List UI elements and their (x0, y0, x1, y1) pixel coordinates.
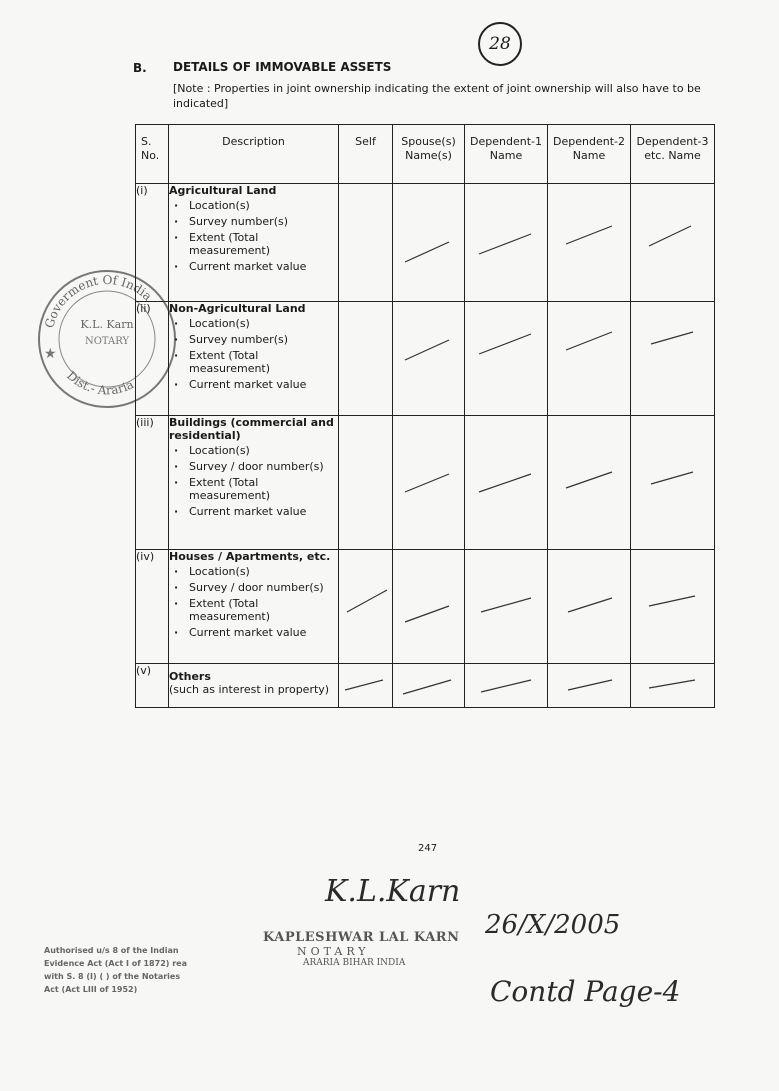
list-item: · Location(s) (169, 317, 338, 330)
table-row (136, 550, 715, 664)
cell-dependent-3 (631, 416, 715, 550)
row-description (169, 550, 339, 664)
header-dependent-2: Dependent-2 Name (548, 125, 631, 184)
cell-dependent-2 (548, 664, 631, 708)
table-row (136, 302, 715, 416)
cell-dependent-2 (548, 184, 631, 302)
cell-dependent-1 (465, 184, 548, 302)
notary-name: KAPLESHWAR LAL KARN (263, 930, 460, 945)
list-item: · Extent (Total measurement) (169, 349, 338, 375)
cell-dependent-2 (548, 302, 631, 416)
list-item: · Current market value (169, 378, 338, 391)
cell-dependent-1 (465, 550, 548, 664)
list-item: · Current market value (169, 626, 338, 639)
table-header-row (136, 125, 715, 184)
cell-dependent-1 (465, 664, 548, 708)
list-item: · Current market value (169, 505, 338, 518)
row-category: Houses / Apartments, etc. (169, 550, 331, 563)
svg-text:★: ★ (44, 346, 57, 362)
row-number: (i) (136, 184, 169, 302)
list-item: · Current market value (169, 260, 338, 273)
cell-dependent-1 (465, 416, 548, 550)
section-letter: B. (133, 61, 147, 75)
row-category: Non-Agricultural Land (169, 302, 306, 315)
continuation-note: Contd Page-4 (490, 975, 681, 1008)
list-item: · Extent (Total measurement) (169, 597, 338, 623)
cell-spouse (393, 416, 465, 550)
table-row (136, 184, 715, 302)
cell-dependent-2 (548, 416, 631, 550)
row-category: Others (169, 670, 211, 683)
cell-self (339, 664, 393, 708)
authorization-text (44, 944, 187, 996)
notary-stamp (263, 930, 459, 968)
header-self: Self (339, 125, 393, 184)
list-item: · Location(s) (169, 565, 338, 578)
row-description (169, 664, 339, 708)
list-item: · Survey / door number(s) (169, 460, 338, 473)
notary-signature: K.L.Karn (325, 874, 461, 909)
auth-line: Authorised u/s 8 of the Indian (44, 946, 179, 955)
header-description: Description (169, 125, 339, 184)
page-marker-circle: 28 (478, 22, 522, 66)
list-item: · Extent (Total measurement) (169, 231, 338, 257)
cell-self (339, 302, 393, 416)
row-description (169, 184, 339, 302)
cell-spouse (393, 302, 465, 416)
row-category: Agricultural Land (169, 184, 277, 197)
table-row (136, 664, 715, 708)
svg-text:Dist.- Araria (64, 368, 136, 397)
row-number: (iii) (136, 416, 169, 550)
header-dependent-3: Dependent-3 etc. Name (631, 125, 715, 184)
list-item: · Survey number(s) (169, 215, 338, 228)
auth-line: Evidence Act (Act I of 1872) rea (44, 959, 187, 968)
auth-line: Act (Act LIII of 1952) (44, 985, 138, 994)
cell-spouse (393, 550, 465, 664)
row-description (169, 416, 339, 550)
row-number: (iv) (136, 550, 169, 664)
header-sno: S. No. (136, 125, 169, 184)
table-row (136, 416, 715, 550)
cell-spouse (393, 664, 465, 708)
list-item: · Survey number(s) (169, 333, 338, 346)
list-item: · Location(s) (169, 199, 338, 212)
cell-dependent-3 (631, 184, 715, 302)
list-item: · Survey / door number(s) (169, 581, 338, 594)
cell-dependent-3 (631, 550, 715, 664)
signature-date: 26/X/2005 (485, 910, 621, 940)
header-dependent-1: Dependent-1 Name (465, 125, 548, 184)
list-item: · Extent (Total measurement) (169, 476, 338, 502)
cell-spouse (393, 184, 465, 302)
header-spouse: Spouse(s) Name(s) (393, 125, 465, 184)
cell-dependent-3 (631, 302, 715, 416)
notary-title: NOTARY (297, 945, 370, 958)
notary-place: ARARIA BIHAR INDIA (303, 958, 406, 968)
row-number: (ii) (136, 302, 169, 416)
seal-center-name: K.L. Karn (80, 318, 134, 331)
cell-dependent-3 (631, 664, 715, 708)
immovable-assets-table (135, 124, 715, 708)
cell-self (339, 184, 393, 302)
cell-self (339, 416, 393, 550)
row-category: Buildings (commercial and residential) (169, 416, 334, 442)
auth-line: with S. 8 (I) ( ) of the Notaries (44, 972, 181, 981)
seal-center-title: NOTARY (84, 336, 130, 347)
cell-dependent-2 (548, 550, 631, 664)
cell-self (339, 550, 393, 664)
section-title: DETAILS OF IMMOVABLE ASSETS (173, 60, 392, 74)
cell-dependent-1 (465, 302, 548, 416)
row-subtext: (such as interest in property) (169, 683, 330, 696)
page-number: 247 (418, 843, 438, 854)
seal-top-text: Goverment Of India (42, 272, 155, 330)
row-description (169, 302, 339, 416)
row-number: (v) (136, 664, 169, 708)
seal-bottom-text: Dist.- Araria (64, 368, 136, 398)
section-note: [Note : Properties in joint ownership indicating the extent of joint ownership will also have to be indicated] (173, 82, 701, 110)
list-item: · Location(s) (169, 444, 338, 457)
